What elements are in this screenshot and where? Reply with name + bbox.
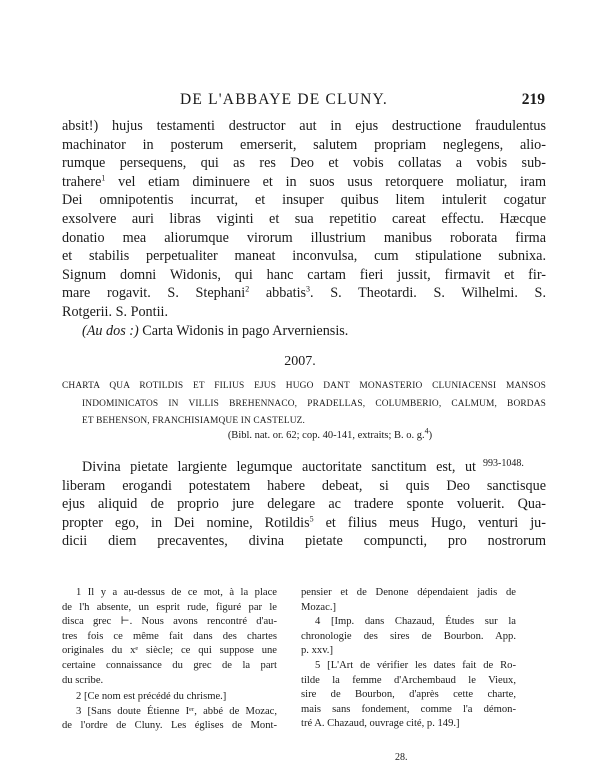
charter-heading (62, 378, 546, 431)
body-line-part: trahere (62, 173, 102, 190)
footnote-line: mais sans fondement, comme l'a démon- (301, 703, 516, 715)
footnote-line: certaine connaissance du grec de la part (62, 659, 277, 671)
footnote-line: 5 [L'Art de vérifier les dates fait de Ro- (315, 659, 516, 671)
endorsement-text: Carta Widonis in pago Arverniensis. (138, 322, 349, 339)
footnote-ref: 5 (309, 514, 314, 524)
endorsement-label: (Au dos :) (82, 322, 139, 339)
footnote-line: tres fois ce même fait dans des chartes (62, 630, 277, 642)
footnote-line: Mozac.] (301, 601, 336, 613)
body-line-part: abbatis (249, 285, 307, 302)
charter-number: 2007. (284, 354, 316, 369)
footnote-line: du scribe. (62, 674, 104, 686)
footnote-line: 3 [Sans doute Étienne Iᵉʳ, abbé de Mozac, (76, 705, 277, 717)
footnote-line: originales du xᵉ siècle; ce qui suppose une (62, 645, 277, 657)
charter-line: Divina pietate largiente legumque auctoritate sanctitum est, ut (82, 459, 476, 475)
charter-line: ejus aliquid de proprio jure delegare ac tradere sponte voluerit. Qua- (62, 496, 546, 513)
body-line: et stabilis perpetualiter maneat inconvulsa, cum stipulatione subnixa. (62, 248, 546, 265)
footnote-line: 4 [Imp. dans Chazaud, Études sur la (315, 616, 516, 628)
heading-line: ET BEHENSON, FRANCHISIAMQUE IN CASTELUZ. (82, 416, 306, 427)
footnote-ref: 4 (424, 426, 429, 436)
footnotes-right-column (301, 586, 516, 732)
body-line: Rotgerii. S. Pontii. (62, 303, 169, 320)
running-head (60, 91, 545, 111)
footnote-ref: 1 (101, 173, 106, 183)
page-number: 219 (521, 91, 545, 108)
body-line-part: mare rogavit. S. Stephani (62, 285, 246, 302)
footnote-line: sire de Bourbon, d'après cette charte, (301, 689, 516, 701)
footnote-line: pensier et de Denone dépendaient jadis de (301, 587, 516, 598)
signature-mark: 28. (395, 752, 408, 763)
charter-line: liberam erogandi potestatem habere debeat, si quis Deo sanctisque (62, 477, 546, 494)
footnote-line: de l'ordre de Cluny. Les églises de Mont- (62, 720, 277, 732)
charter-line-part: et filius meus Hugo, venturi ju- (313, 514, 546, 531)
body-line: rumque persequens, qui as res Deo et vobis collatas a vobis sub- (62, 155, 546, 172)
body-line: absit!) hujus testamenti destructor aut in ejus destructione fraudulentus (62, 118, 546, 134)
source-reference (0, 426, 600, 441)
footnote-line: p. xxv.] (301, 645, 333, 657)
margin-date: 993-1048. (483, 458, 524, 469)
body-line: Signum domni Widonis, qui hanc cartam fieri jussit, firmavit et fir- (62, 266, 546, 283)
footnote-line: disca grec ⊢. Nous avons rencontré d'au- (62, 616, 277, 628)
footnote-line: de l'h absente, un esprit rude, figuré par le (62, 601, 277, 613)
source-close: ) (428, 430, 433, 441)
footnote-line: chronologie des sires de Bourbon. App. (301, 630, 516, 642)
footnote-line: 1 Il y a au-dessus de ce mot, à la place (76, 587, 277, 598)
body-text (62, 117, 546, 340)
body-line (62, 173, 546, 192)
charter-line-part: propter ego, in Dei nomine, Rotildis (62, 514, 310, 531)
running-title: DE L'ABBAYE DE CLUNY. (180, 91, 388, 108)
body-line: Dei omnipotentis incurrat, et insuper quibus litem intulerit cogatur (62, 192, 546, 209)
body-line: machinator in posterum emerserit, salutem propriam neglegens, alio- (62, 136, 546, 153)
charter-line (62, 514, 546, 533)
footnotes-left-column (62, 586, 277, 734)
heading-line: INDOMINICATOS IN VILLIS BREHENNACO, PRADELLAS, COLUMBERIO, CALMUM, BORDAS (82, 398, 546, 409)
body-line-part: . S. Theotardi. S. Wilhelmi. S. (310, 285, 546, 302)
body-line (62, 284, 546, 303)
footnote-line: tré A. Chazaud, ouvrage cité, p. 149.] (301, 718, 460, 730)
footnote-ref: 2 (245, 284, 250, 294)
footnote-ref: 3 (306, 284, 311, 294)
body-line: donatio mea aliorumque virorum illustrium manibus roborata firma (62, 229, 546, 246)
endorsement-line (62, 322, 546, 341)
charter-text (62, 458, 546, 551)
heading-line: CHARTA QUA ROTILDIS ET FILIUS EJUS HUGO DANT MONASTERIO CLUNIACENSI MANSOS (62, 381, 546, 391)
footnote-line: 2 [Ce nom est précédé du chrisme.] (76, 691, 227, 703)
body-line: exsolvere auri libras viginti et sua repetitio careat effectu. Hæcque (62, 210, 546, 227)
footnote-line: tilde la femme d'Archembaud le Vieux, (301, 674, 516, 686)
source-text: (Bibl. nat. or. 62; cop. 40-141, extraits; B. o. g. (227, 430, 425, 441)
body-line-part: vel etiam diminuere et in suos usus retorquere moliatur, iram (105, 173, 546, 190)
charter-line: dicii diem precaventes, divina pietate compuncti, pro nostrorum (62, 533, 546, 550)
